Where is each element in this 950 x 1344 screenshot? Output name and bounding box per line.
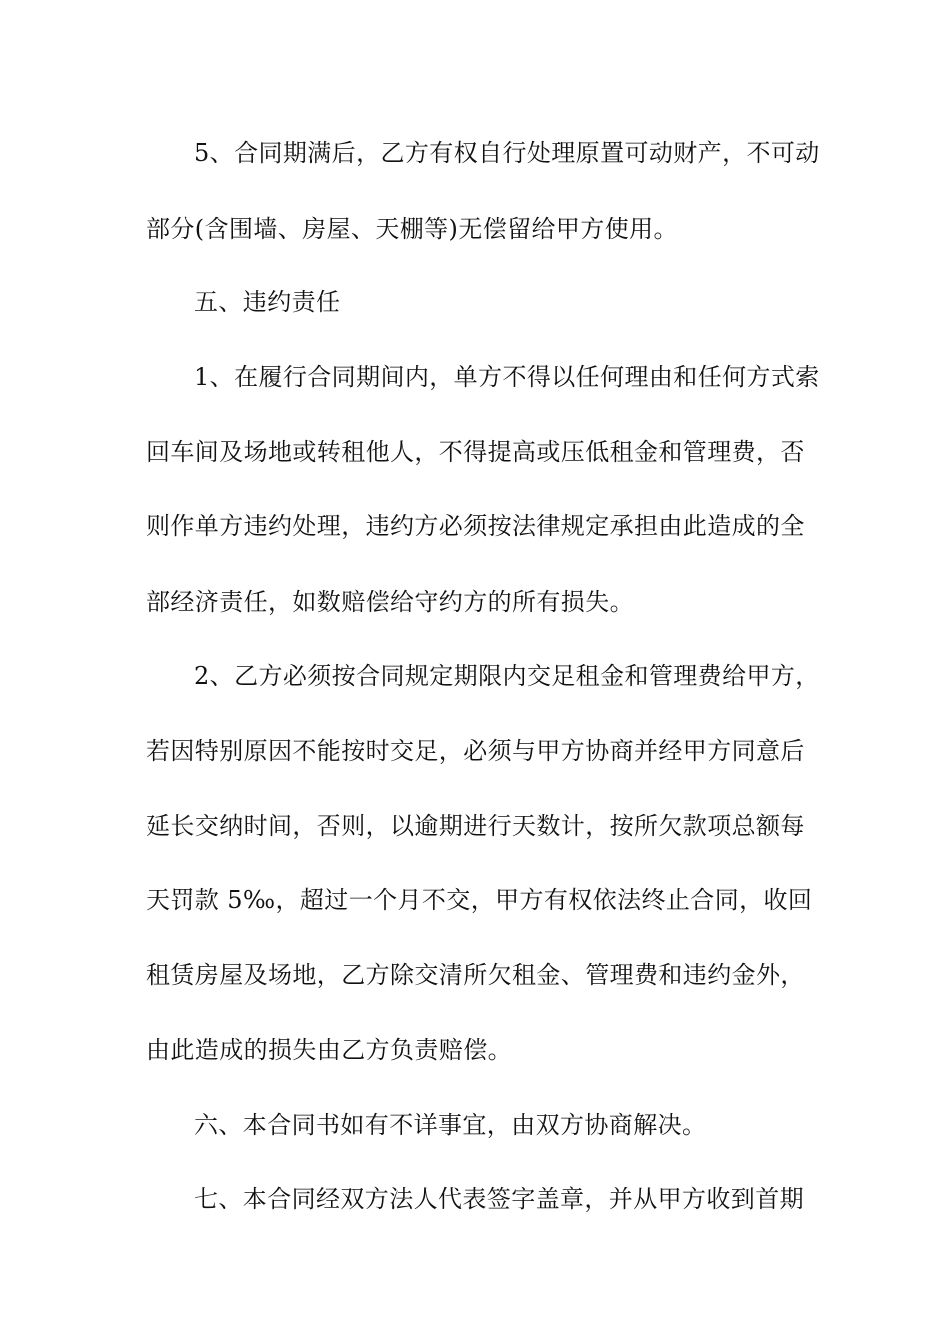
text-line: 六、本合同书如有不详事宜，由双方协商解决。 — [194, 1111, 707, 1139]
text-line: 若因特别原因不能按时交足，必须与甲方协商并经甲方同意后 — [146, 737, 805, 765]
text-line: 由此造成的损失由乙方负责赔偿。 — [146, 1036, 512, 1064]
text-line: 2、乙方必须按合同规定期限内交足租金和管理费给甲方， — [194, 662, 820, 690]
text-line: 则作单方违约处理，违约方必须按法律规定承担由此造成的全 — [146, 512, 805, 540]
text-line: 七、本合同经双方法人代表签字盖章，并从甲方收到首期 — [194, 1185, 804, 1213]
text-line: 租赁房屋及场地，乙方除交清所欠租金、管理费和违约金外， — [146, 961, 805, 989]
section-heading: 五、违约责任 — [194, 288, 341, 316]
text-line: 1、在履行合同期间内，单方不得以任何理由和任何方式索 — [194, 363, 820, 391]
text-line: 5、合同期满后，乙方有权自行处理原置可动财产，不可动 — [194, 139, 820, 167]
text-line: 部分(含围墙、房屋、天棚等)无偿留给甲方使用。 — [146, 215, 678, 243]
text-line: 部经济责任，如数赔偿给守约方的所有损失。 — [146, 588, 634, 616]
text-line: 回车间及场地或转租他人，不得提高或压低租金和管理费，否 — [146, 438, 805, 466]
text-line: 延长交纳时间，否则，以逾期进行天数计，按所欠款项总额每 — [146, 812, 805, 840]
text-line: 天罚款 5‰，超过一个月不交，甲方有权依法终止合同，收回 — [146, 886, 813, 914]
